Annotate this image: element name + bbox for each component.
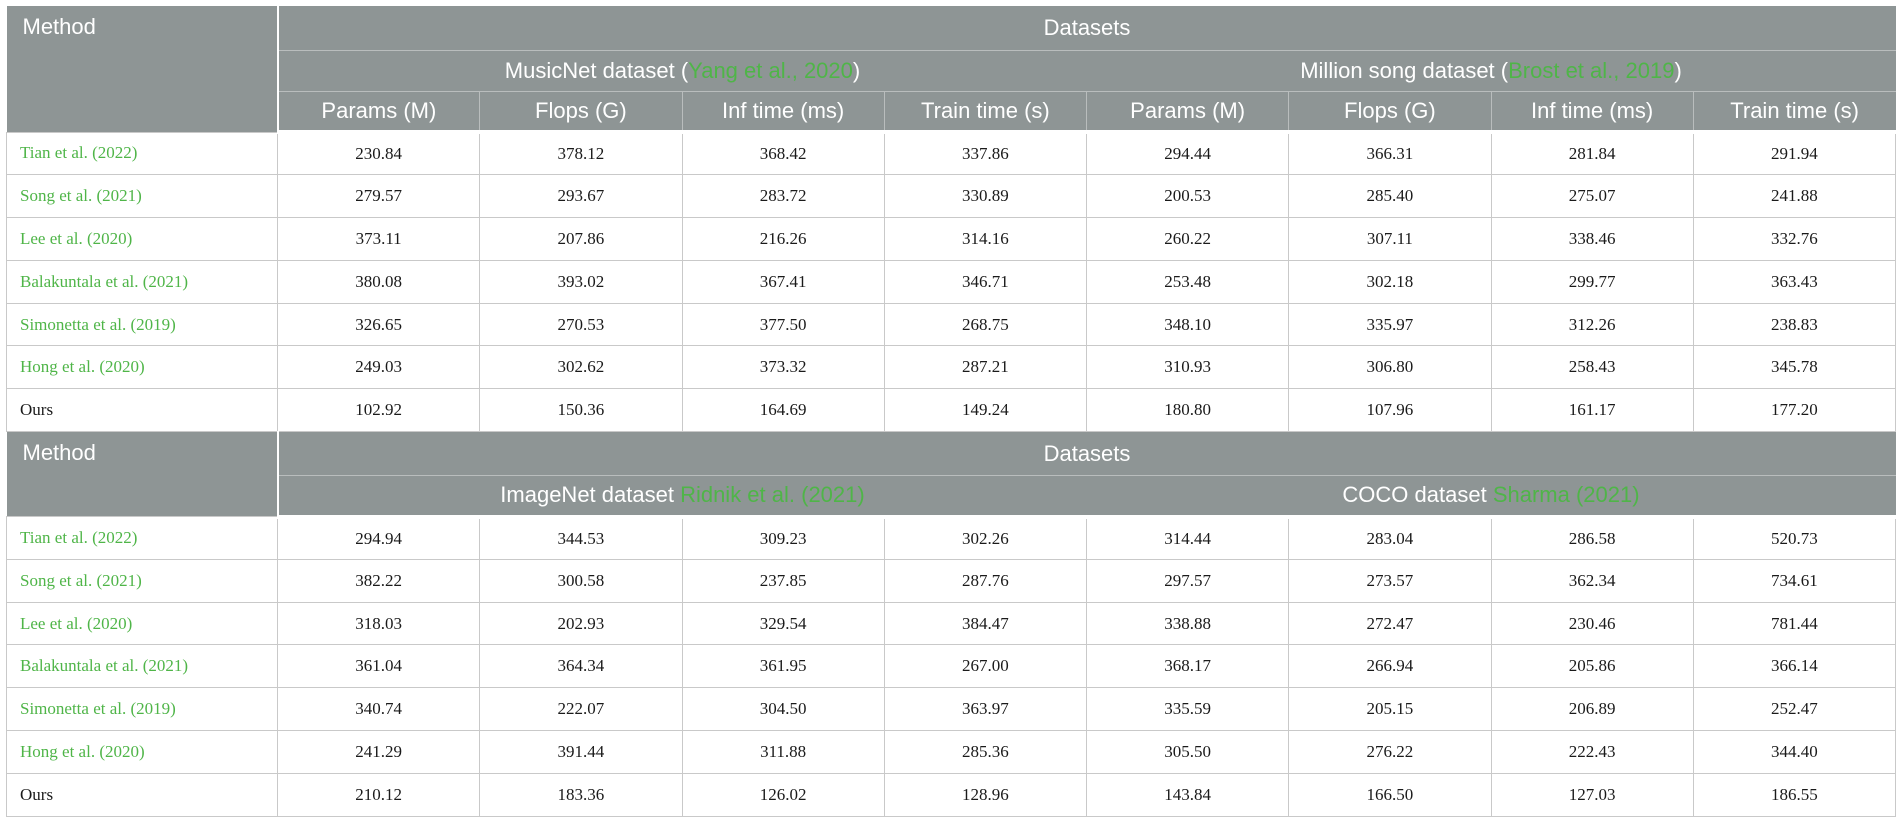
value-cell: 363.97 (884, 688, 1086, 731)
method-cell[interactable]: Hong et al. (2020) (7, 731, 278, 774)
citation-link[interactable]: Ridnik et al. (2021) (680, 482, 865, 508)
value-cell: 237.85 (682, 559, 884, 602)
value-cell: 310.93 (1087, 346, 1289, 389)
value-cell: 340.74 (278, 688, 480, 731)
method-cell[interactable]: Simonetta et al. (2019) (7, 688, 278, 731)
value-cell: 312.26 (1491, 303, 1693, 346)
table-row (7, 731, 1896, 774)
value-cell: 281.84 (1491, 132, 1693, 175)
value-cell: 373.32 (682, 346, 884, 389)
value-cell: 373.11 (278, 218, 480, 261)
value-cell: 267.00 (884, 645, 1086, 688)
value-cell: 368.42 (682, 132, 884, 175)
method-cell[interactable]: Tian et al. (2022) (7, 517, 278, 560)
value-cell: 253.48 (1087, 260, 1289, 303)
group-header-million-song: Million song dataset (Brost et al., 2019) (1087, 50, 1896, 91)
value-cell: 287.21 (884, 346, 1086, 389)
method-header: Method (7, 432, 278, 517)
value-cell: 150.36 (480, 389, 682, 432)
value-cell: 299.77 (1491, 260, 1693, 303)
value-cell: 335.97 (1289, 303, 1491, 346)
value-cell: 338.88 (1087, 602, 1289, 645)
column-header: Flops (G) (480, 91, 682, 132)
method-cell: Ours (7, 773, 278, 816)
value-cell: 126.02 (682, 773, 884, 816)
value-cell: 306.80 (1289, 346, 1491, 389)
value-cell: 304.50 (682, 688, 884, 731)
table-row (7, 602, 1896, 645)
results-table (6, 6, 1896, 817)
method-cell[interactable]: Song et al. (2021) (7, 175, 278, 218)
value-cell: 285.40 (1289, 175, 1491, 218)
value-cell: 222.43 (1491, 731, 1693, 774)
group-header-imagenet: ImageNet dataset Ridnik et al. (2021) (278, 476, 1087, 517)
method-cell[interactable]: Tian et al. (2022) (7, 132, 278, 175)
value-cell: 300.58 (480, 559, 682, 602)
value-cell: 302.62 (480, 346, 682, 389)
value-cell: 249.03 (278, 346, 480, 389)
column-header: Train time (s) (884, 91, 1086, 132)
value-cell: 107.96 (1289, 389, 1491, 432)
value-cell: 186.55 (1693, 773, 1895, 816)
table-row (7, 559, 1896, 602)
value-cell: 366.31 (1289, 132, 1491, 175)
value-cell: 149.24 (884, 389, 1086, 432)
value-cell: 143.84 (1087, 773, 1289, 816)
method-cell[interactable]: Lee et al. (2020) (7, 602, 278, 645)
value-cell: 314.16 (884, 218, 1086, 261)
value-cell: 391.44 (480, 731, 682, 774)
value-cell: 270.53 (480, 303, 682, 346)
table-row (7, 517, 1896, 560)
value-cell: 128.96 (884, 773, 1086, 816)
value-cell: 287.76 (884, 559, 1086, 602)
value-cell: 380.08 (278, 260, 480, 303)
citation-link[interactable]: Brost et al., 2019 (1508, 57, 1675, 83)
value-cell: 305.50 (1087, 731, 1289, 774)
value-cell: 781.44 (1693, 602, 1895, 645)
value-cell: 330.89 (884, 175, 1086, 218)
value-cell: 161.17 (1491, 389, 1693, 432)
table-row (7, 218, 1896, 261)
table-row (7, 645, 1896, 688)
column-header: Flops (G) (1289, 91, 1491, 132)
value-cell: 210.12 (278, 773, 480, 816)
value-cell: 207.86 (480, 218, 682, 261)
value-cell: 344.40 (1693, 731, 1895, 774)
citation-link[interactable]: Yang et al., 2020 (688, 57, 853, 83)
table2-body (7, 517, 1896, 817)
value-cell: 238.83 (1693, 303, 1895, 346)
method-cell[interactable]: Balakuntala et al. (2021) (7, 645, 278, 688)
table-row (7, 303, 1896, 346)
value-cell: 293.67 (480, 175, 682, 218)
column-header: Params (M) (1087, 91, 1289, 132)
method-cell[interactable]: Lee et al. (2020) (7, 218, 278, 261)
value-cell: 311.88 (682, 731, 884, 774)
method-cell: Ours (7, 389, 278, 432)
value-cell: 378.12 (480, 132, 682, 175)
value-cell: 102.92 (278, 389, 480, 432)
value-cell: 326.65 (278, 303, 480, 346)
value-cell: 286.58 (1491, 517, 1693, 560)
value-cell: 180.80 (1087, 389, 1289, 432)
value-cell: 362.34 (1491, 559, 1693, 602)
column-header: Inf time (ms) (682, 91, 884, 132)
value-cell: 166.50 (1289, 773, 1491, 816)
value-cell: 230.84 (278, 132, 480, 175)
value-cell: 367.41 (682, 260, 884, 303)
value-cell: 382.22 (278, 559, 480, 602)
value-cell: 520.73 (1693, 517, 1895, 560)
value-cell: 344.53 (480, 517, 682, 560)
value-cell: 241.29 (278, 731, 480, 774)
table-row (7, 773, 1896, 816)
value-cell: 361.95 (682, 645, 884, 688)
method-cell[interactable]: Song et al. (2021) (7, 559, 278, 602)
value-cell: 307.11 (1289, 218, 1491, 261)
value-cell: 302.18 (1289, 260, 1491, 303)
value-cell: 275.07 (1491, 175, 1693, 218)
value-cell: 241.88 (1693, 175, 1895, 218)
value-cell: 252.47 (1693, 688, 1895, 731)
table-row (7, 346, 1896, 389)
method-header: Method (7, 6, 278, 132)
value-cell: 276.22 (1289, 731, 1491, 774)
value-cell: 366.14 (1693, 645, 1895, 688)
value-cell: 377.50 (682, 303, 884, 346)
value-cell: 314.44 (1087, 517, 1289, 560)
value-cell: 283.04 (1289, 517, 1491, 560)
group-header-coco: COCO dataset Sharma (2021) (1087, 476, 1896, 517)
value-cell: 345.78 (1693, 346, 1895, 389)
table-row (7, 688, 1896, 731)
value-cell: 258.43 (1491, 346, 1693, 389)
value-cell: 302.26 (884, 517, 1086, 560)
value-cell: 202.93 (480, 602, 682, 645)
column-header: Params (M) (278, 91, 480, 132)
value-cell: 294.44 (1087, 132, 1289, 175)
value-cell: 384.47 (884, 602, 1086, 645)
value-cell: 346.71 (884, 260, 1086, 303)
value-cell: 205.15 (1289, 688, 1491, 731)
value-cell: 348.10 (1087, 303, 1289, 346)
value-cell: 272.47 (1289, 602, 1491, 645)
value-cell: 309.23 (682, 517, 884, 560)
value-cell: 177.20 (1693, 389, 1895, 432)
table-row (7, 260, 1896, 303)
value-cell: 734.61 (1693, 559, 1895, 602)
value-cell: 183.36 (480, 773, 682, 816)
value-cell: 368.17 (1087, 645, 1289, 688)
value-cell: 260.22 (1087, 218, 1289, 261)
value-cell: 361.04 (278, 645, 480, 688)
value-cell: 291.94 (1693, 132, 1895, 175)
value-cell: 393.02 (480, 260, 682, 303)
table-row (7, 389, 1896, 432)
value-cell: 216.26 (682, 218, 884, 261)
method-cell[interactable]: Simonetta et al. (2019) (7, 303, 278, 346)
value-cell: 329.54 (682, 602, 884, 645)
group-header-musicnet: MusicNet dataset (Yang et al., 2020) (278, 50, 1087, 91)
value-cell: 273.57 (1289, 559, 1491, 602)
value-cell: 164.69 (682, 389, 884, 432)
value-cell: 266.94 (1289, 645, 1491, 688)
value-cell: 206.89 (1491, 688, 1693, 731)
value-cell: 363.43 (1693, 260, 1895, 303)
value-cell: 230.46 (1491, 602, 1693, 645)
value-cell: 318.03 (278, 602, 480, 645)
value-cell: 222.07 (480, 688, 682, 731)
column-header: Inf time (ms) (1491, 91, 1693, 132)
value-cell: 335.59 (1087, 688, 1289, 731)
table1-body (7, 132, 1896, 432)
citation-link[interactable]: Sharma (2021) (1492, 482, 1640, 508)
value-cell: 279.57 (278, 175, 480, 218)
value-cell: 283.72 (682, 175, 884, 218)
method-cell[interactable]: Hong et al. (2020) (7, 346, 278, 389)
value-cell: 337.86 (884, 132, 1086, 175)
method-cell[interactable]: Balakuntala et al. (2021) (7, 260, 278, 303)
value-cell: 285.36 (884, 731, 1086, 774)
table-row (7, 175, 1896, 218)
value-cell: 127.03 (1491, 773, 1693, 816)
datasets-header: Datasets (278, 432, 1896, 476)
value-cell: 338.46 (1491, 218, 1693, 261)
value-cell: 294.94 (278, 517, 480, 560)
value-cell: 200.53 (1087, 175, 1289, 218)
value-cell: 332.76 (1693, 218, 1895, 261)
value-cell: 268.75 (884, 303, 1086, 346)
datasets-header: Datasets (278, 6, 1896, 50)
value-cell: 364.34 (480, 645, 682, 688)
column-header: Train time (s) (1693, 91, 1895, 132)
table-row (7, 132, 1896, 175)
value-cell: 297.57 (1087, 559, 1289, 602)
value-cell: 205.86 (1491, 645, 1693, 688)
